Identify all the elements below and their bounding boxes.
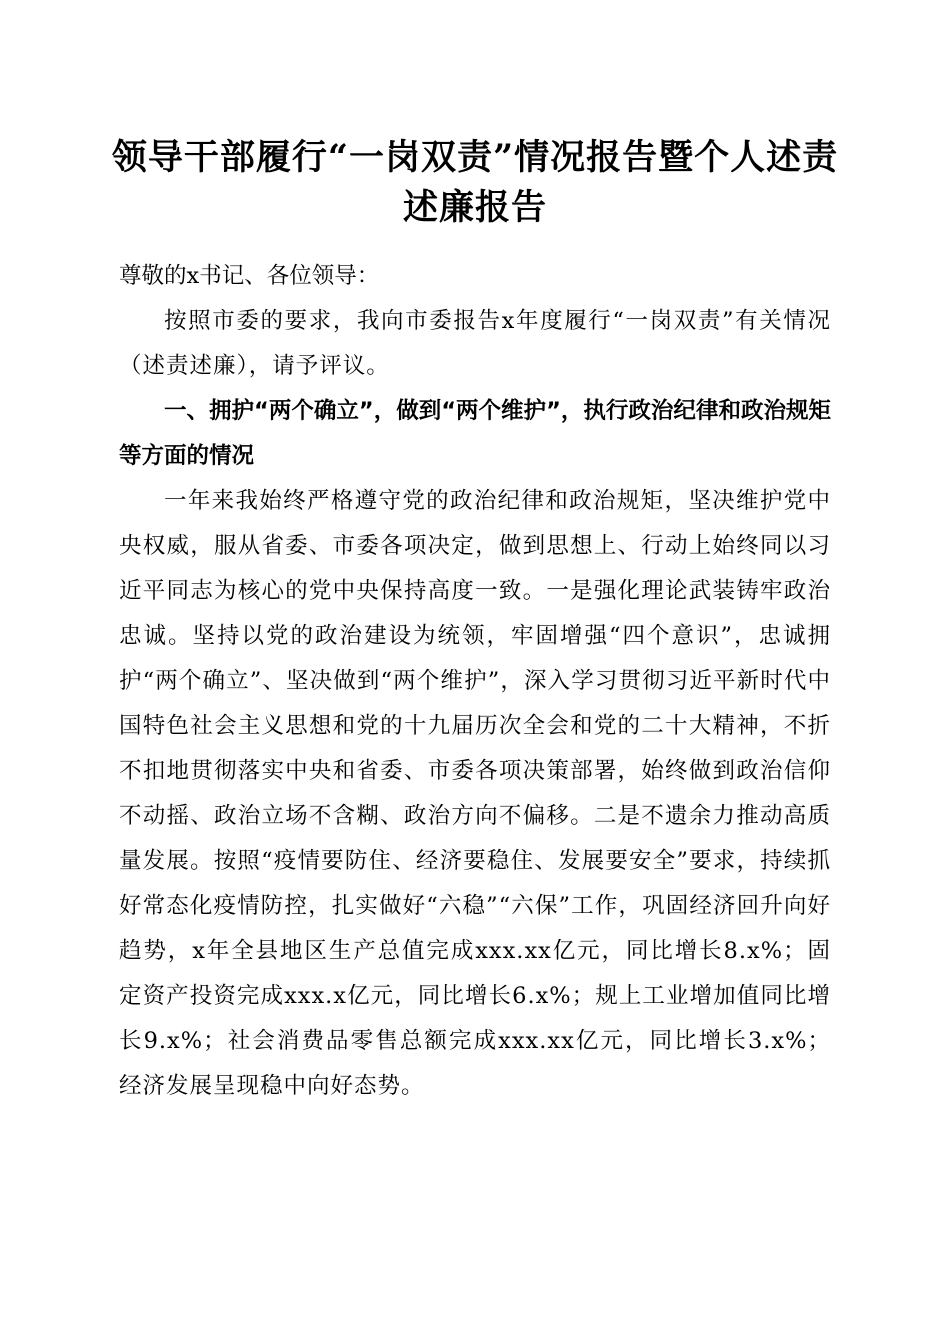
salutation: 尊敬的x书记、各位领导： — [119, 263, 380, 289]
section-1-heading: 一、拥护“两个确立”，做到“两个维护”，执行政治纪律和政治规矩等方面的情况 — [119, 398, 831, 469]
document-title: 领导干部履行“一岗双责”情况报告暨个人述责述廉报告 — [111, 137, 839, 228]
section-1-paragraph: 一年来我始终严格遵守党的政治纪律和政治规矩，坚决维护党中央权威，服从省委、市委各项决定，做到思想上、行动上始终同以习近平同志为核心的党中央保持高度一致。一是强化理论武装铸牢政治忠诚。坚持以党的政治建设为统领，牢固增强“四个意识”，忠诚拥护“两个确立”、坚决做到“两个维护”，深入学习贯彻习近平新时代中国特色社会主义思想和党的十九届历次全会和党的二十大精神，不折不扣地贯彻落实中央和省委、市委各项决策部署，始终做到政治信仰不动摇、政治立场不含糊、政治方向不偏移。二是不遗余力推动高质量发展。按照“疫情要防住、经济要稳住、发展要安全”要求，持续抓好常态化疫情防控，扎实做好“六稳”“六保”工作，巩固经济回升向好趋势，x年全县地区生产总值完成xxx.xx亿元，同比增长8.x%；固定资产投资完成xxx.x亿元，同比增长6.x%；规上工业增加值同比增长9.x%；社会消费品零售总额完成xxx.xx亿元，同比增长3.x%；经济发展呈现稳中向好态势。 — [119, 488, 831, 1099]
document-body — [119, 254, 831, 1109]
intro-paragraph: 按照市委的要求，我向市委报告x年度履行“一岗双责”有关情况（述责述廉），请予评议。 — [119, 308, 831, 379]
